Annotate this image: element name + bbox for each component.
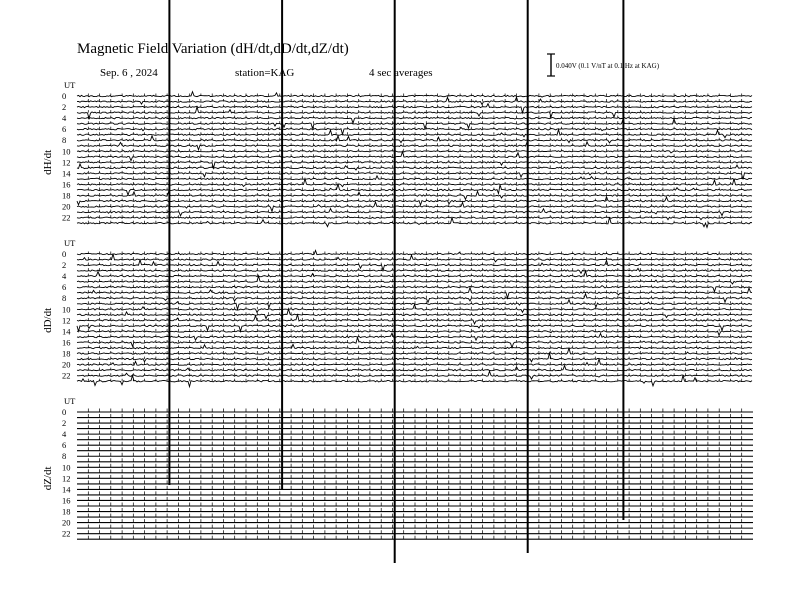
hour-label: 12 bbox=[62, 157, 71, 168]
trace-row bbox=[77, 371, 752, 379]
hour-label: 8 bbox=[62, 293, 67, 304]
panel-2 bbox=[42, 238, 752, 387]
hour-label: 12 bbox=[62, 473, 71, 484]
trace-row bbox=[77, 254, 752, 262]
hour-label: 16 bbox=[62, 179, 71, 190]
trace-row bbox=[77, 420, 753, 423]
trace-row bbox=[77, 469, 753, 473]
trace-row bbox=[77, 268, 752, 273]
hour-label: 6 bbox=[62, 282, 67, 293]
hour-label: 4 bbox=[62, 429, 67, 440]
trace-row bbox=[77, 458, 753, 461]
hour-label: 20 bbox=[62, 517, 71, 528]
hour-label: 12 bbox=[62, 315, 71, 326]
hour-label: 4 bbox=[62, 271, 67, 282]
trace-row bbox=[77, 475, 753, 478]
trace-row bbox=[77, 348, 752, 354]
trace-row bbox=[77, 250, 752, 254]
station-label: station=KAG bbox=[235, 67, 295, 79]
hour-label: 16 bbox=[62, 337, 71, 348]
trace-row bbox=[77, 130, 752, 138]
hour-label: 18 bbox=[62, 348, 71, 359]
ut-label: UT bbox=[64, 238, 76, 248]
trace-row bbox=[77, 136, 752, 143]
ut-label: UT bbox=[64, 80, 76, 90]
hour-label: 4 bbox=[62, 113, 67, 124]
trace-row bbox=[77, 491, 753, 495]
trace-row bbox=[77, 519, 753, 523]
trace-row bbox=[77, 164, 752, 170]
panel-3 bbox=[42, 396, 753, 539]
trace-row bbox=[77, 276, 752, 284]
trace-row bbox=[77, 344, 752, 349]
scale-bar bbox=[547, 54, 555, 76]
panel-1 bbox=[42, 80, 752, 227]
hour-label: 0 bbox=[62, 407, 67, 417]
trace-row bbox=[77, 191, 752, 199]
hour-label: 10 bbox=[62, 462, 71, 473]
trace-row bbox=[77, 425, 753, 428]
trace-row bbox=[77, 294, 752, 303]
trace-row bbox=[77, 525, 753, 529]
trace-row bbox=[77, 92, 752, 97]
trace-row bbox=[77, 409, 753, 413]
trace-row bbox=[77, 304, 752, 312]
hour-label: 14 bbox=[62, 484, 71, 495]
hour-label: 22 bbox=[62, 212, 71, 223]
ut-label: UT bbox=[64, 396, 76, 406]
panel-ylabel: dH/dt bbox=[42, 149, 54, 175]
panel-ylabel: dZ/dt bbox=[42, 466, 54, 491]
hour-label: 8 bbox=[62, 451, 67, 462]
trace-row bbox=[77, 375, 752, 386]
panel-ylabel: dD/dt bbox=[42, 307, 54, 333]
chart-title: Magnetic Field Variation (dH/dt,dD/dt,dZ/dt) bbox=[77, 41, 349, 57]
hour-label: 10 bbox=[62, 146, 71, 157]
trace-row bbox=[77, 309, 752, 319]
averaging-label: 4 sec averages bbox=[369, 67, 433, 79]
hour-label: 6 bbox=[62, 440, 67, 451]
trace-row bbox=[77, 436, 753, 440]
trace-row bbox=[77, 514, 753, 517]
trace-row bbox=[77, 333, 752, 340]
trace-row bbox=[77, 431, 753, 435]
trace-row bbox=[77, 176, 752, 180]
hour-label: 18 bbox=[62, 190, 71, 201]
trace-row bbox=[77, 217, 752, 227]
trace-line bbox=[77, 142, 752, 150]
hour-label: 6 bbox=[62, 124, 67, 135]
trace-row bbox=[77, 536, 753, 539]
trace-row bbox=[77, 197, 752, 205]
trace-row bbox=[77, 97, 752, 104]
trace-row bbox=[77, 149, 752, 153]
trace-row bbox=[77, 142, 752, 150]
hour-label: 2 bbox=[62, 102, 67, 113]
hour-label: 2 bbox=[62, 260, 67, 271]
trace-row bbox=[77, 152, 752, 161]
hour-label: 22 bbox=[62, 528, 71, 539]
hour-label: 0 bbox=[62, 91, 67, 101]
trace-row bbox=[77, 464, 753, 468]
trace-row bbox=[77, 215, 752, 219]
trace-row bbox=[77, 530, 753, 533]
trace-row bbox=[77, 329, 752, 335]
hour-label: 20 bbox=[62, 359, 71, 370]
trace-row bbox=[77, 503, 753, 507]
trace-row bbox=[77, 486, 753, 490]
hour-label: 14 bbox=[62, 326, 71, 337]
trace-row bbox=[77, 414, 753, 418]
trace-row bbox=[77, 442, 753, 445]
trace-row bbox=[77, 447, 753, 451]
hour-label: 8 bbox=[62, 135, 67, 146]
trace-row bbox=[77, 271, 752, 277]
date-label: Sep. 6 , 2024 bbox=[100, 67, 158, 79]
trace-row bbox=[77, 453, 753, 457]
hour-label: 0 bbox=[62, 249, 67, 259]
hour-label: 14 bbox=[62, 168, 71, 179]
hour-label: 10 bbox=[62, 304, 71, 315]
trace-row bbox=[77, 179, 752, 187]
trace-row bbox=[77, 209, 752, 216]
hour-label: 2 bbox=[62, 418, 67, 429]
hour-label: 22 bbox=[62, 370, 71, 381]
trace-row bbox=[77, 353, 752, 362]
trace-row bbox=[77, 508, 753, 512]
hour-label: 20 bbox=[62, 201, 71, 212]
hour-label: 16 bbox=[62, 495, 71, 506]
scale-label: 0.040V (0.1 V/nT at 0.1 Hz at KAG) bbox=[556, 62, 660, 70]
trace-row bbox=[77, 366, 752, 371]
trace-row bbox=[77, 480, 753, 483]
trace-row bbox=[77, 497, 753, 500]
hour-label: 18 bbox=[62, 506, 71, 517]
